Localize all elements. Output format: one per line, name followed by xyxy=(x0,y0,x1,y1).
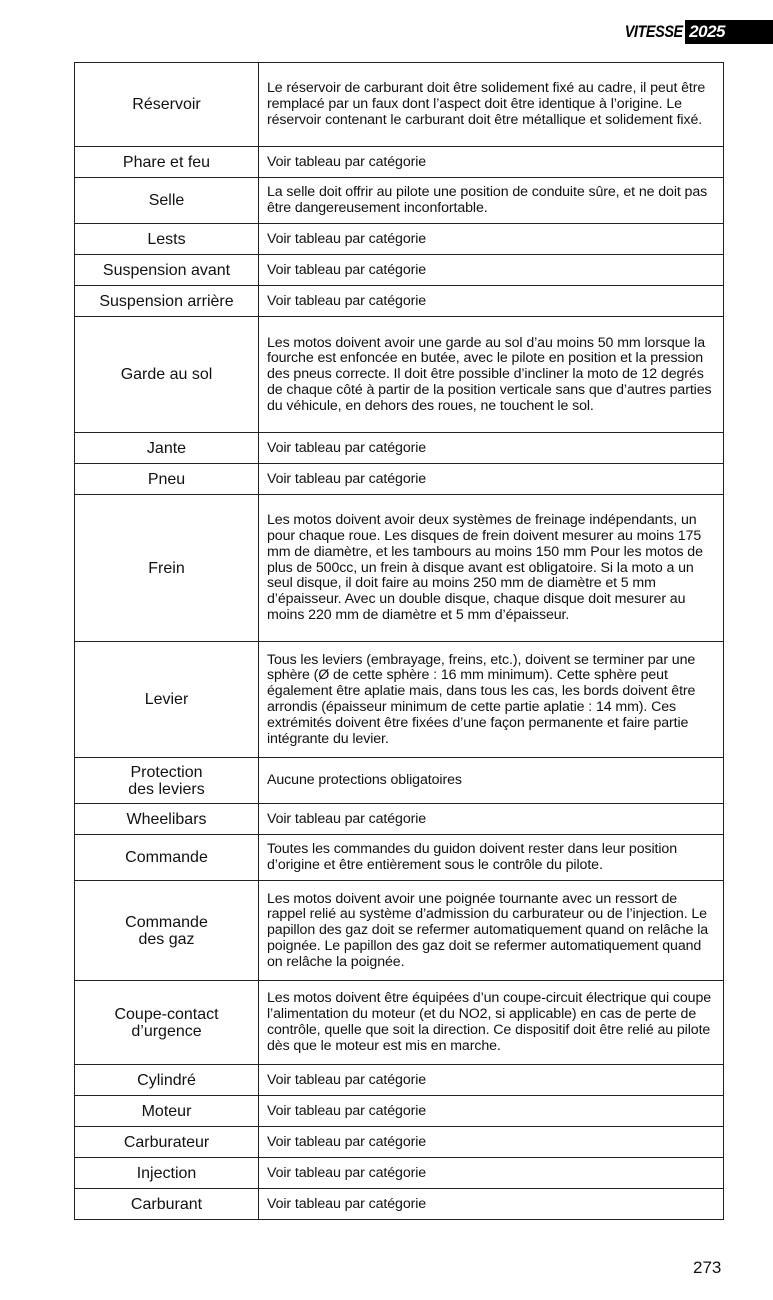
page-number: 273 xyxy=(693,1258,722,1277)
row-text: Voir tableau par catégorie xyxy=(259,1189,724,1220)
row-label xyxy=(75,981,259,1065)
row-label: Carburant xyxy=(75,1189,259,1220)
row-text: Voir tableau par catégorie xyxy=(259,1065,724,1096)
row-text: Les motos doivent avoir deux systèmes de freinage indépendants, un pour chaque roue. Les disques de frein doivent mesurer au moins 175 mm de diamètre, et les tambours au moins 150 mm Pour les motos de plus de 500cc, un frein à disque avant est obligatoire. Si la moto a un seul disque, il doit faire au moins 250 mm de diamètre et 5 mm d’épaisseur. Avec un double disque, chaque disque doit mesurer au moins 220 mm de diamètre et 5 mm d’épaisseur. xyxy=(259,495,724,642)
row-text: Toutes les commandes du guidon doivent rester dans leur position d’origine et être entièrement sous le contrôle du pilote. xyxy=(259,835,724,881)
header-year-badge: 2025 xyxy=(685,20,773,44)
row-label-line: Commande xyxy=(125,913,208,931)
row-text: Voir tableau par catégorie xyxy=(259,1127,724,1158)
table-row xyxy=(75,1189,724,1220)
table-row xyxy=(75,464,724,495)
row-label: Pneu xyxy=(75,464,259,495)
row-text: Voir tableau par catégorie xyxy=(259,255,724,286)
row-label: Réservoir xyxy=(75,63,259,147)
row-text: Voir tableau par catégorie xyxy=(259,464,724,495)
table-row xyxy=(75,147,724,178)
row-text: Tous les leviers (embrayage, freins, etc.), doivent se terminer par une sphère (Ø de cette sphère : 16 mm minimum). Cette sphère peut également être aplatie mais, dans tous les cas, les bords doivent être arrondis (épaisseur minimum de cette partie aplatie : 14 mm). Ces extrémités doivent être fixées d’une façon permanente et faire partie intégrante du levier. xyxy=(259,642,724,758)
header-brand: VITESSE xyxy=(624,22,683,41)
table-row xyxy=(75,1158,724,1189)
row-text: Voir tableau par catégorie xyxy=(259,1096,724,1127)
table-row xyxy=(75,255,724,286)
table-row xyxy=(75,286,724,317)
row-label: Cylindré xyxy=(75,1065,259,1096)
table-row xyxy=(75,317,724,433)
table-row xyxy=(75,758,724,804)
row-label: Lests xyxy=(75,224,259,255)
row-label: Levier xyxy=(75,642,259,758)
table-row xyxy=(75,495,724,642)
row-text: Aucune protections obligatoires xyxy=(259,758,724,804)
specification-table xyxy=(74,62,724,1220)
table-row xyxy=(75,63,724,147)
row-label: Selle xyxy=(75,178,259,224)
row-text: Les motos doivent avoir une poignée tournante avec un ressort de rappel relié au système d’admission du carburateur ou de l’injection. Le papillon des gaz doit se refermer automatiquement quand on relâche la poignée. Le papillon des gaz doit se refermer automatiquement quand on relâche la poignée. xyxy=(259,881,724,981)
row-label: Suspension arrière xyxy=(75,286,259,317)
row-text: Le réservoir de carburant doit être solidement fixé au cadre, il peut être remplacé par un faux dont l’aspect doit être identique à l’origine. Le réservoir contenant le carburant doit être métallique et solidement fixé. xyxy=(259,63,724,147)
row-text: Voir tableau par catégorie xyxy=(259,147,724,178)
row-text: Voir tableau par catégorie xyxy=(259,1158,724,1189)
row-label: Jante xyxy=(75,433,259,464)
table-row xyxy=(75,178,724,224)
row-label xyxy=(75,758,259,804)
row-text: Les motos doivent être équipées d’un coupe-circuit électrique qui coupe l’alimentation du moteur (et du NO2, si applicable) en cas de perte de contrôle, quelle que soit la direction. Ce dispositif doit être relié au pilote dès que le moteur est mis en marche. xyxy=(259,981,724,1065)
table-row xyxy=(75,1065,724,1096)
row-label-line: Protection xyxy=(130,763,203,781)
table-row xyxy=(75,1096,724,1127)
row-text: La selle doit offrir au pilote une position de conduite sûre, et ne doit pas être dangereusement inconfortable. xyxy=(259,178,724,224)
table-row xyxy=(75,224,724,255)
row-label-line: Coupe-contact xyxy=(114,1005,219,1023)
row-text: Voir tableau par catégorie xyxy=(259,224,724,255)
row-label xyxy=(75,881,259,981)
page-header xyxy=(614,20,773,44)
row-label: Wheelibars xyxy=(75,804,259,835)
row-label: Garde au sol xyxy=(75,317,259,433)
row-label-line: des gaz xyxy=(138,930,195,948)
row-label: Frein xyxy=(75,495,259,642)
table-row xyxy=(75,804,724,835)
table-row xyxy=(75,981,724,1065)
row-label-line: des leviers xyxy=(128,780,205,798)
row-text: Voir tableau par catégorie xyxy=(259,433,724,464)
row-label: Commande xyxy=(75,835,259,881)
row-text: Les motos doivent avoir une garde au sol d’au moins 50 mm lorsque la fourche est enfoncée en butée, avec le pilote en position et la pression des pneus correcte. Il doit être possible d’incliner la moto de 12 degrés de chaque côté à partir de la position verticale sans que d’autres parties du véhicule, en dehors des roues, ne touchent le sol. xyxy=(259,317,724,433)
table-row xyxy=(75,642,724,758)
table-row xyxy=(75,835,724,881)
row-label: Injection xyxy=(75,1158,259,1189)
row-label: Carburateur xyxy=(75,1127,259,1158)
row-text: Voir tableau par catégorie xyxy=(259,804,724,835)
row-label: Suspension avant xyxy=(75,255,259,286)
table-row xyxy=(75,1127,724,1158)
table-row xyxy=(75,433,724,464)
row-label: Moteur xyxy=(75,1096,259,1127)
row-label-line: d’urgence xyxy=(131,1022,202,1040)
row-text: Voir tableau par catégorie xyxy=(259,286,724,317)
row-label: Phare et feu xyxy=(75,147,259,178)
table-row xyxy=(75,881,724,981)
